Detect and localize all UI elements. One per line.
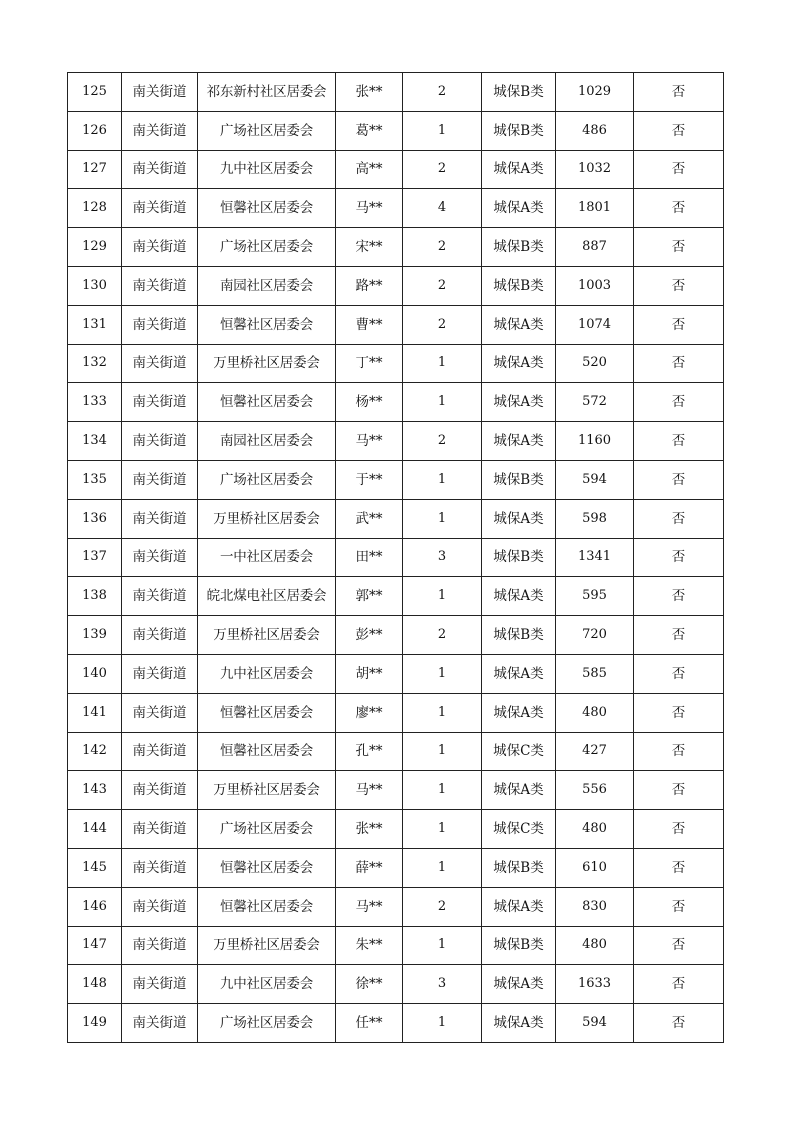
- community-cell: 广场社区居委会: [198, 460, 336, 499]
- community-cell: 恒馨社区居委会: [198, 693, 336, 732]
- community-cell: 万里桥社区居委会: [198, 771, 336, 810]
- table-row: [68, 305, 724, 344]
- community-cell: 九中社区居委会: [198, 654, 336, 693]
- community-cell: 万里桥社区居委会: [198, 344, 336, 383]
- flag-cell: 否: [634, 538, 724, 577]
- records-table: [67, 72, 724, 1043]
- person-name-cell: 朱**: [336, 926, 403, 965]
- street-cell: 南关街道: [122, 810, 198, 849]
- person-name-cell: 张**: [336, 73, 403, 112]
- flag-cell: 否: [634, 344, 724, 383]
- street-cell: 南关街道: [122, 460, 198, 499]
- household-count-cell: 2: [403, 150, 482, 189]
- category-cell: 城保B类: [482, 111, 556, 150]
- row-number-cell: 148: [68, 965, 122, 1004]
- amount-cell: 830: [556, 887, 634, 926]
- household-count-cell: 1: [403, 732, 482, 771]
- household-count-cell: 2: [403, 616, 482, 655]
- street-cell: 南关街道: [122, 887, 198, 926]
- row-number-cell: 143: [68, 771, 122, 810]
- category-cell: 城保A类: [482, 771, 556, 810]
- amount-cell: 595: [556, 577, 634, 616]
- flag-cell: 否: [634, 848, 724, 887]
- community-cell: 恒馨社区居委会: [198, 305, 336, 344]
- category-cell: 城保B类: [482, 616, 556, 655]
- person-name-cell: 马**: [336, 189, 403, 228]
- records-table-body: [68, 73, 724, 1043]
- flag-cell: 否: [634, 810, 724, 849]
- person-name-cell: 胡**: [336, 654, 403, 693]
- flag-cell: 否: [634, 577, 724, 616]
- household-count-cell: 2: [403, 266, 482, 305]
- row-number-cell: 149: [68, 1004, 122, 1043]
- household-count-cell: 1: [403, 383, 482, 422]
- category-cell: 城保A类: [482, 654, 556, 693]
- person-name-cell: 任**: [336, 1004, 403, 1043]
- household-count-cell: 1: [403, 926, 482, 965]
- table-row: [68, 422, 724, 461]
- person-name-cell: 路**: [336, 266, 403, 305]
- street-cell: 南关街道: [122, 383, 198, 422]
- category-cell: 城保A类: [482, 887, 556, 926]
- person-name-cell: 彭**: [336, 616, 403, 655]
- amount-cell: 572: [556, 383, 634, 422]
- household-count-cell: 3: [403, 538, 482, 577]
- table-row: [68, 693, 724, 732]
- amount-cell: 1801: [556, 189, 634, 228]
- household-count-cell: 1: [403, 810, 482, 849]
- category-cell: 城保B类: [482, 848, 556, 887]
- table-row: [68, 383, 724, 422]
- flag-cell: 否: [634, 887, 724, 926]
- community-cell: 皖北煤电社区居委会: [198, 577, 336, 616]
- table-row: [68, 616, 724, 655]
- flag-cell: 否: [634, 732, 724, 771]
- community-cell: 恒馨社区居委会: [198, 189, 336, 228]
- street-cell: 南关街道: [122, 111, 198, 150]
- person-name-cell: 廖**: [336, 693, 403, 732]
- flag-cell: 否: [634, 422, 724, 461]
- street-cell: 南关街道: [122, 538, 198, 577]
- row-number-cell: 137: [68, 538, 122, 577]
- person-name-cell: 薛**: [336, 848, 403, 887]
- table-row: [68, 577, 724, 616]
- street-cell: 南关街道: [122, 926, 198, 965]
- person-name-cell: 于**: [336, 460, 403, 499]
- row-number-cell: 134: [68, 422, 122, 461]
- amount-cell: 1032: [556, 150, 634, 189]
- amount-cell: 520: [556, 344, 634, 383]
- street-cell: 南关街道: [122, 577, 198, 616]
- amount-cell: 556: [556, 771, 634, 810]
- household-count-cell: 1: [403, 771, 482, 810]
- community-cell: 广场社区居委会: [198, 810, 336, 849]
- person-name-cell: 高**: [336, 150, 403, 189]
- household-count-cell: 2: [403, 228, 482, 267]
- table-row: [68, 926, 724, 965]
- amount-cell: 594: [556, 460, 634, 499]
- amount-cell: 480: [556, 810, 634, 849]
- category-cell: 城保B类: [482, 538, 556, 577]
- flag-cell: 否: [634, 1004, 724, 1043]
- table-row: [68, 848, 724, 887]
- person-name-cell: 张**: [336, 810, 403, 849]
- street-cell: 南关街道: [122, 422, 198, 461]
- category-cell: 城保A类: [482, 422, 556, 461]
- category-cell: 城保A类: [482, 499, 556, 538]
- flag-cell: 否: [634, 499, 724, 538]
- amount-cell: 486: [556, 111, 634, 150]
- street-cell: 南关街道: [122, 965, 198, 1004]
- amount-cell: 1341: [556, 538, 634, 577]
- table-row: [68, 344, 724, 383]
- person-name-cell: 曹**: [336, 305, 403, 344]
- community-cell: 九中社区居委会: [198, 150, 336, 189]
- household-count-cell: 1: [403, 654, 482, 693]
- street-cell: 南关街道: [122, 616, 198, 655]
- street-cell: 南关街道: [122, 266, 198, 305]
- amount-cell: 427: [556, 732, 634, 771]
- person-name-cell: 葛**: [336, 111, 403, 150]
- flag-cell: 否: [634, 150, 724, 189]
- table-row: [68, 654, 724, 693]
- row-number-cell: 132: [68, 344, 122, 383]
- category-cell: 城保B类: [482, 266, 556, 305]
- amount-cell: 1074: [556, 305, 634, 344]
- flag-cell: 否: [634, 693, 724, 732]
- person-name-cell: 孔**: [336, 732, 403, 771]
- category-cell: 城保A类: [482, 189, 556, 228]
- household-count-cell: 1: [403, 848, 482, 887]
- person-name-cell: 马**: [336, 771, 403, 810]
- amount-cell: 598: [556, 499, 634, 538]
- row-number-cell: 127: [68, 150, 122, 189]
- table-row: [68, 189, 724, 228]
- street-cell: 南关街道: [122, 848, 198, 887]
- community-cell: 南园社区居委会: [198, 422, 336, 461]
- street-cell: 南关街道: [122, 228, 198, 267]
- flag-cell: 否: [634, 460, 724, 499]
- person-name-cell: 宋**: [336, 228, 403, 267]
- street-cell: 南关街道: [122, 1004, 198, 1043]
- street-cell: 南关街道: [122, 344, 198, 383]
- household-count-cell: 1: [403, 499, 482, 538]
- table-row: [68, 111, 724, 150]
- row-number-cell: 135: [68, 460, 122, 499]
- community-cell: 祁东新村社区居委会: [198, 73, 336, 112]
- category-cell: 城保C类: [482, 810, 556, 849]
- community-cell: 一中社区居委会: [198, 538, 336, 577]
- category-cell: 城保A类: [482, 577, 556, 616]
- person-name-cell: 杨**: [336, 383, 403, 422]
- community-cell: 南园社区居委会: [198, 266, 336, 305]
- household-count-cell: 1: [403, 1004, 482, 1043]
- amount-cell: 480: [556, 693, 634, 732]
- community-cell: 万里桥社区居委会: [198, 616, 336, 655]
- table-row: [68, 965, 724, 1004]
- table-row: [68, 499, 724, 538]
- row-number-cell: 140: [68, 654, 122, 693]
- street-cell: 南关街道: [122, 189, 198, 228]
- row-number-cell: 136: [68, 499, 122, 538]
- flag-cell: 否: [634, 771, 724, 810]
- row-number-cell: 147: [68, 926, 122, 965]
- street-cell: 南关街道: [122, 499, 198, 538]
- household-count-cell: 2: [403, 422, 482, 461]
- flag-cell: 否: [634, 965, 724, 1004]
- flag-cell: 否: [634, 926, 724, 965]
- row-number-cell: 142: [68, 732, 122, 771]
- person-name-cell: 徐**: [336, 965, 403, 1004]
- row-number-cell: 131: [68, 305, 122, 344]
- table-row: [68, 150, 724, 189]
- household-count-cell: 4: [403, 189, 482, 228]
- category-cell: 城保B类: [482, 228, 556, 267]
- category-cell: 城保A类: [482, 305, 556, 344]
- category-cell: 城保B类: [482, 73, 556, 112]
- street-cell: 南关街道: [122, 654, 198, 693]
- category-cell: 城保A类: [482, 965, 556, 1004]
- row-number-cell: 129: [68, 228, 122, 267]
- amount-cell: 1160: [556, 422, 634, 461]
- row-number-cell: 138: [68, 577, 122, 616]
- amount-cell: 585: [556, 654, 634, 693]
- category-cell: 城保C类: [482, 732, 556, 771]
- amount-cell: 1003: [556, 266, 634, 305]
- category-cell: 城保A类: [482, 383, 556, 422]
- flag-cell: 否: [634, 654, 724, 693]
- community-cell: 万里桥社区居委会: [198, 926, 336, 965]
- amount-cell: 1633: [556, 965, 634, 1004]
- flag-cell: 否: [634, 616, 724, 655]
- amount-cell: 720: [556, 616, 634, 655]
- household-count-cell: 2: [403, 887, 482, 926]
- category-cell: 城保B类: [482, 460, 556, 499]
- street-cell: 南关街道: [122, 771, 198, 810]
- community-cell: 九中社区居委会: [198, 965, 336, 1004]
- household-count-cell: 1: [403, 460, 482, 499]
- table-row: [68, 73, 724, 112]
- amount-cell: 594: [556, 1004, 634, 1043]
- person-name-cell: 田**: [336, 538, 403, 577]
- table-row: [68, 732, 724, 771]
- amount-cell: 1029: [556, 73, 634, 112]
- household-count-cell: 3: [403, 965, 482, 1004]
- street-cell: 南关街道: [122, 693, 198, 732]
- row-number-cell: 145: [68, 848, 122, 887]
- row-number-cell: 146: [68, 887, 122, 926]
- person-name-cell: 郭**: [336, 577, 403, 616]
- community-cell: 恒馨社区居委会: [198, 383, 336, 422]
- household-count-cell: 2: [403, 73, 482, 112]
- category-cell: 城保A类: [482, 150, 556, 189]
- person-name-cell: 马**: [336, 887, 403, 926]
- row-number-cell: 139: [68, 616, 122, 655]
- street-cell: 南关街道: [122, 150, 198, 189]
- table-row: [68, 771, 724, 810]
- row-number-cell: 130: [68, 266, 122, 305]
- community-cell: 恒馨社区居委会: [198, 732, 336, 771]
- household-count-cell: 2: [403, 305, 482, 344]
- row-number-cell: 126: [68, 111, 122, 150]
- table-row: [68, 538, 724, 577]
- table-row: [68, 810, 724, 849]
- person-name-cell: 丁**: [336, 344, 403, 383]
- row-number-cell: 133: [68, 383, 122, 422]
- community-cell: 广场社区居委会: [198, 228, 336, 267]
- street-cell: 南关街道: [122, 732, 198, 771]
- street-cell: 南关街道: [122, 73, 198, 112]
- row-number-cell: 141: [68, 693, 122, 732]
- table-row: [68, 1004, 724, 1043]
- table-row: [68, 228, 724, 267]
- row-number-cell: 144: [68, 810, 122, 849]
- flag-cell: 否: [634, 305, 724, 344]
- flag-cell: 否: [634, 73, 724, 112]
- community-cell: 广场社区居委会: [198, 1004, 336, 1043]
- flag-cell: 否: [634, 266, 724, 305]
- community-cell: 万里桥社区居委会: [198, 499, 336, 538]
- row-number-cell: 125: [68, 73, 122, 112]
- category-cell: 城保A类: [482, 344, 556, 383]
- household-count-cell: 1: [403, 693, 482, 732]
- row-number-cell: 128: [68, 189, 122, 228]
- category-cell: 城保A类: [482, 693, 556, 732]
- amount-cell: 480: [556, 926, 634, 965]
- amount-cell: 610: [556, 848, 634, 887]
- category-cell: 城保A类: [482, 1004, 556, 1043]
- table-row: [68, 460, 724, 499]
- amount-cell: 887: [556, 228, 634, 267]
- community-cell: 恒馨社区居委会: [198, 848, 336, 887]
- household-count-cell: 1: [403, 111, 482, 150]
- household-count-cell: 1: [403, 344, 482, 383]
- street-cell: 南关街道: [122, 305, 198, 344]
- community-cell: 广场社区居委会: [198, 111, 336, 150]
- category-cell: 城保B类: [482, 926, 556, 965]
- flag-cell: 否: [634, 383, 724, 422]
- flag-cell: 否: [634, 111, 724, 150]
- table-row: [68, 266, 724, 305]
- person-name-cell: 马**: [336, 422, 403, 461]
- household-count-cell: 1: [403, 577, 482, 616]
- flag-cell: 否: [634, 189, 724, 228]
- person-name-cell: 武**: [336, 499, 403, 538]
- flag-cell: 否: [634, 228, 724, 267]
- table-row: [68, 887, 724, 926]
- community-cell: 恒馨社区居委会: [198, 887, 336, 926]
